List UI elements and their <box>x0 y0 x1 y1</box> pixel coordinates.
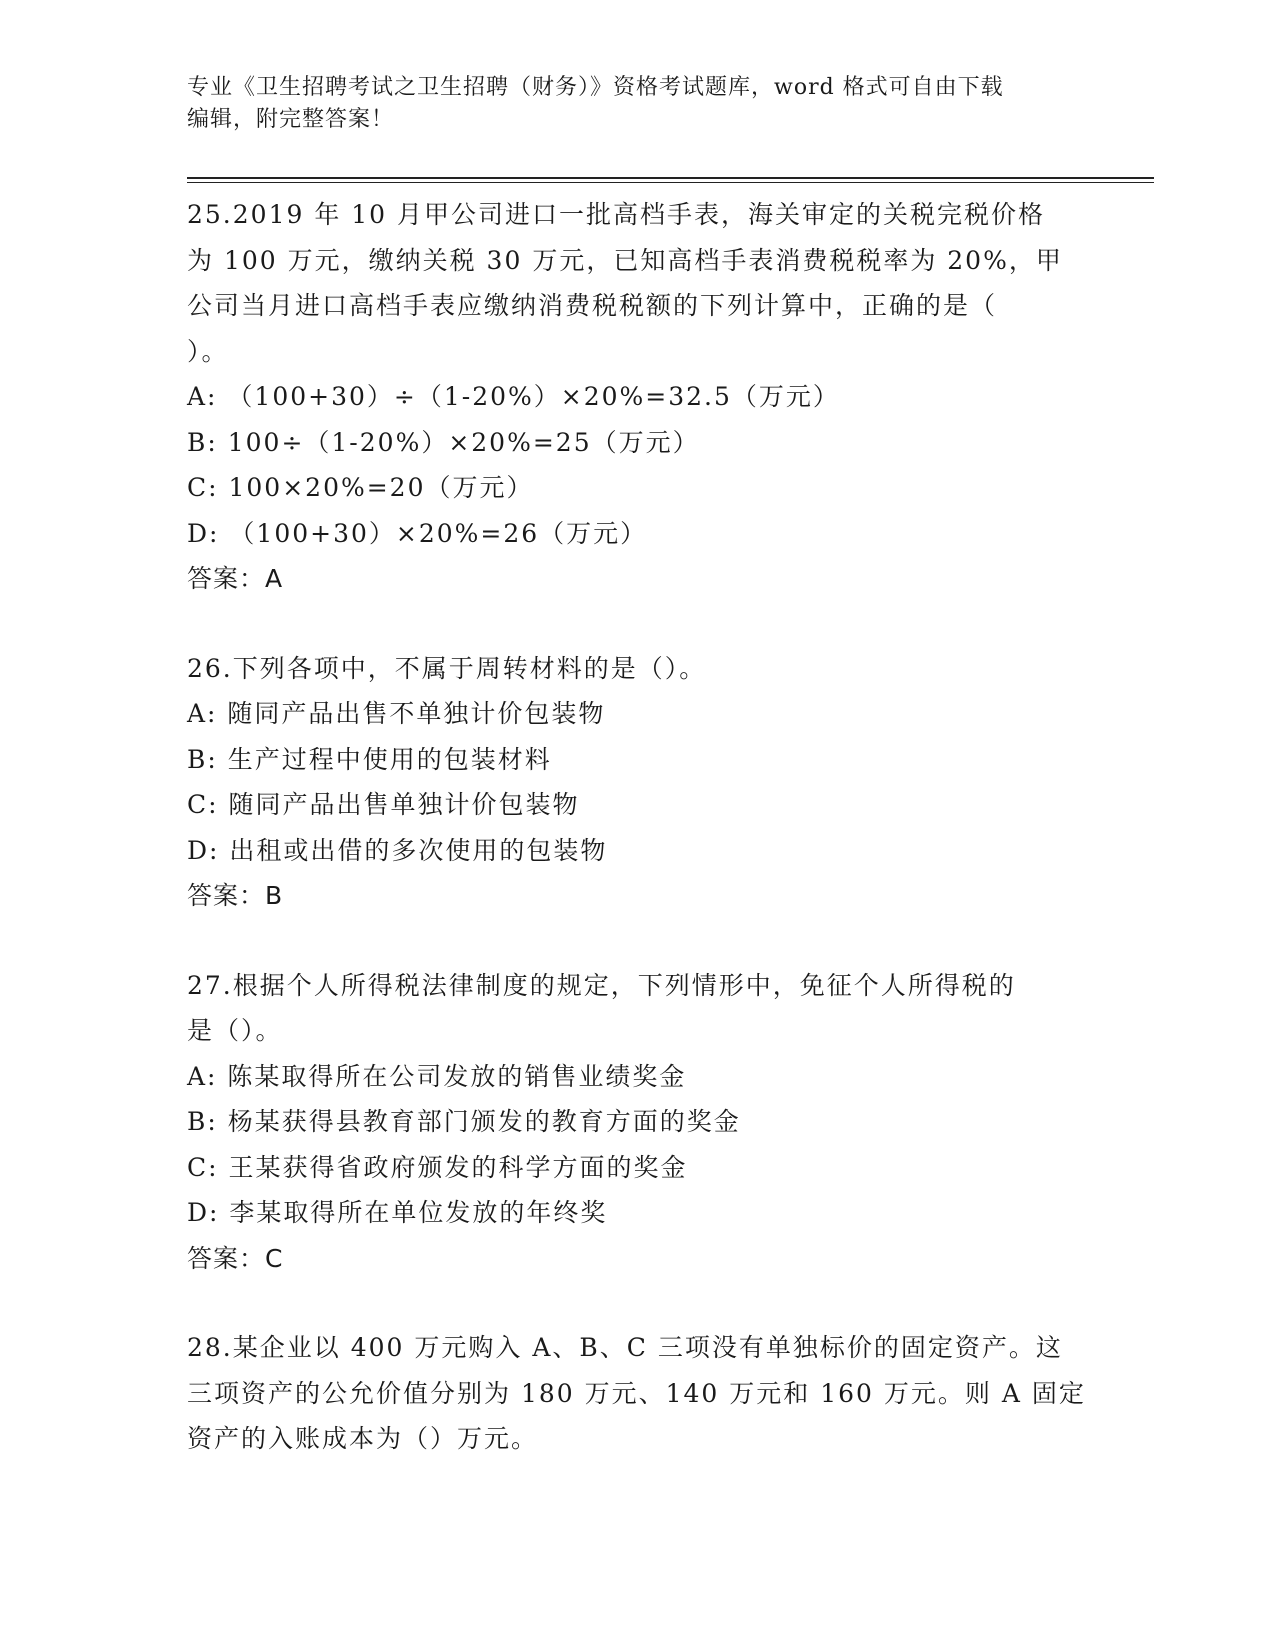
option-b: B: 100÷（1-20%）×20%=25（万元） <box>187 427 700 457</box>
option-d: D: 李某取得所在单位发放的年终奖 <box>187 1198 608 1227</box>
question-27 <box>187 963 1087 1282</box>
header-divider-thin <box>187 182 1154 183</box>
answer-label: 答案：C <box>187 1243 284 1273</box>
option-c: C: 100×20%=20（万元） <box>187 473 534 502</box>
option-d: D: （100+30）×20%=26（万元） <box>187 518 648 548</box>
option-c: C: 随同产品出售单独计价包装物 <box>187 790 580 819</box>
question-stem-line: ）。 <box>187 336 229 366</box>
option-d: D: 出租或出借的多次使用的包装物 <box>187 835 608 865</box>
question-25 <box>187 192 1087 602</box>
option-b: B: 杨某获得县教育部门颁发的教育方面的奖金 <box>187 1107 741 1136</box>
question-stem-line: 是（）。 <box>187 1016 283 1045</box>
answer-label: 答案：A <box>187 564 284 593</box>
question-stem-line: 25.2019 年 10 月甲公司进口一批高档手表，海关审定的关税完税价格 <box>187 200 1046 229</box>
header-line: 编辑，附完整答案！ <box>187 107 395 132</box>
question-stem-line: 27.根据个人所得税法律制度的规定，下列情形中，免征个人所得税的 <box>187 970 1016 1000</box>
question-stem-line: 三项资产的公允价值分别为 180 万元、140 万元和 160 万元。则 A 固定 <box>187 1378 1086 1408</box>
question-stem-line: 26.下列各项中，不属于周转材料的是（）。 <box>187 653 707 683</box>
question-stem-line: 资产的入账成本为（）万元。 <box>187 1424 539 1453</box>
header-divider-thick <box>187 177 1154 179</box>
question-stem-line: 公司当月进口高档手表应缴纳消费税税额的下列计算中，正确的是（ <box>187 291 998 320</box>
option-c: C: 王某获得省政府颁发的科学方面的奖金 <box>187 1152 688 1182</box>
option-a: A: 陈某取得所在公司发放的销售业绩奖金 <box>187 1061 687 1091</box>
question-stem-line: 为 100 万元，缴纳关税 30 万元，已知高档手表消费税税率为 20%，甲 <box>187 245 1063 275</box>
answer-label: 答案：B <box>187 881 284 910</box>
option-a: A: （100+30）÷（1-20%）×20%=32.5（万元） <box>187 382 840 411</box>
question-list <box>187 192 1087 1506</box>
question-26 <box>187 646 1087 919</box>
header-line: 专业《卫生招聘考试之卫生招聘（财务）》资格考试题库，word 格式可自由下载 <box>187 75 1004 100</box>
question-stem-line: 28.某企业以 400 万元购入 A、B、C 三项没有单独标价的固定资产。这 <box>187 1333 1063 1362</box>
document-header <box>187 72 1087 136</box>
question-28 <box>187 1325 1087 1462</box>
option-b: B: 生产过程中使用的包装材料 <box>187 744 552 774</box>
option-a: A: 随同产品出售不单独计价包装物 <box>187 699 606 728</box>
